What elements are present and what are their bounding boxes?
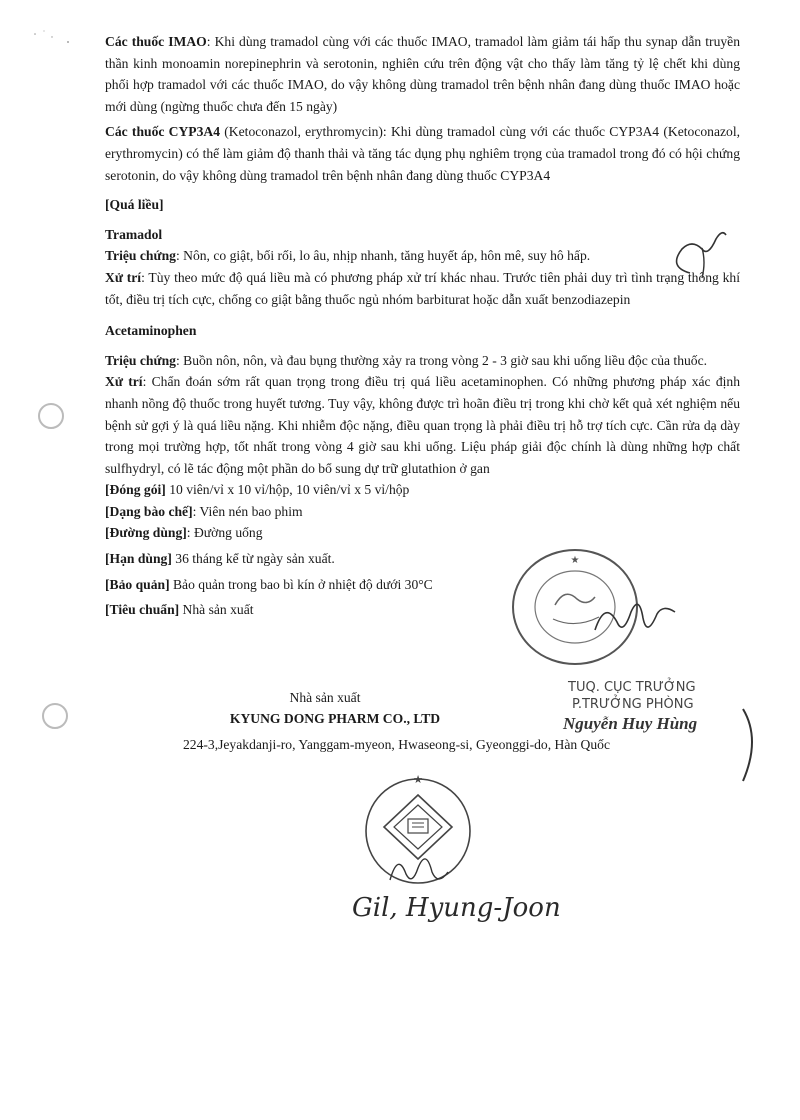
manufacturer-name: KYUNG DONG PHARM CO., LTD xyxy=(229,711,441,726)
overdose-heading: [Quá liều] xyxy=(105,197,164,213)
acetaminophen-treatment-label: Xử trí xyxy=(105,374,143,390)
tramadol-symptoms xyxy=(105,245,740,267)
route-text: : Đường uống xyxy=(186,525,263,541)
initial-signature-icon xyxy=(660,228,740,283)
approval-signature-icon xyxy=(590,590,680,650)
bracket-mark-icon xyxy=(735,705,765,785)
route-line xyxy=(105,522,485,544)
tramadol-treatment-label: Xử trí xyxy=(105,269,142,285)
storage-label: [Bảo quản] xyxy=(105,576,170,592)
approval-signer: Nguyễn Huy Hùng xyxy=(563,714,698,733)
cyp-label: Các thuốc CYP3A4 xyxy=(105,124,221,140)
cyp-text: (Ketoconazol, erythromycin): Khi dùng tramadol cùng với các thuốc CYP3A4 (Ketoconazol, erythromycin) có thể làm giảm độ thanh thải và tăng tác dụng phụ nghiêm trọng của tramadol trong đó có hội chứng serotonin, do vậy không dùng tramadol trên bệnh nhân đang dùng thuốc CYP3A4 xyxy=(105,124,740,183)
company-signature: Gil, Hyung-Joon xyxy=(352,893,561,923)
punch-hole-icon xyxy=(38,403,64,429)
acetaminophen-symptoms xyxy=(105,350,740,372)
imao-label: Các thuốc IMAO xyxy=(105,34,207,49)
svg-text:★: ★ xyxy=(413,773,423,786)
acetaminophen-symptoms-text: : Buồn nôn, nôn, và đau bụng thường xảy ra trong vòng 2 - 3 giờ sau khi uống liều độc của thuốc. xyxy=(175,352,708,368)
approval-title-1: TUQ. CỤC TRƯỞNG xyxy=(568,680,696,695)
packaging-text: 10 viên/vỉ x 10 vỉ/hộp, 10 viên/vỉ x 5 vỉ/hộp xyxy=(165,482,410,498)
scan-specks-icon xyxy=(30,28,80,58)
standard-text: Nhà sản xuất xyxy=(179,602,254,618)
packaging-line xyxy=(105,479,485,501)
tramadol-treatment xyxy=(105,267,740,310)
tramadol-heading: Tramadol xyxy=(105,226,163,242)
acetaminophen-symptoms-label: Triệu chứng xyxy=(105,352,176,368)
dosage-form-text: : Viên nén bao phim xyxy=(192,503,303,519)
shelf-life-line xyxy=(105,548,485,570)
shelf-life-text: 36 tháng kể từ ngày sản xuất. xyxy=(171,551,335,567)
packaging-label: [Đóng gói] xyxy=(105,482,166,498)
standard-line xyxy=(105,599,485,621)
acetaminophen-treatment xyxy=(105,371,740,479)
dosage-form-label: [Dạng bào chế] xyxy=(105,503,193,519)
acetaminophen-heading: Acetaminophen xyxy=(105,323,197,339)
body-text xyxy=(105,31,740,621)
tramadol-symptoms-text: : Nôn, co giật, bối rối, lo âu, nhịp nhanh, tăng huyết áp, hôn mê, suy hô hấp. xyxy=(175,248,591,264)
storage-line xyxy=(105,574,485,596)
svg-text:★: ★ xyxy=(570,555,580,566)
dosage-form-line xyxy=(105,501,485,523)
company-stamp-signature-icon xyxy=(380,845,470,890)
cyp-paragraph xyxy=(105,121,740,186)
standard-label: [Tiêu chuẩn] xyxy=(105,602,180,618)
tramadol-symptoms-label: Triệu chứng xyxy=(105,248,176,264)
imao-paragraph xyxy=(105,31,740,117)
manufacturer-address: 224-3,Jeyakdanji-ro, Yanggam-myeon, Hwaseong-si, Gyeonggi-do, Hàn Quốc xyxy=(183,737,610,752)
imao-text: : Khi dùng tramadol cùng với các thuốc IMAO, tramadol làm giảm tái hấp thu synap dẫn truyền thần kinh monoamin norepinephrin và serotonin, nghiên cứu trên động vật cho thấy làm tăng tỷ lệ chết khi dùng phối hợp tramadol với các thuốc IMAO, do vậy không dùng tramadol trên bệnh nhân đang dùng thuốc IMAO hoặc mới dùng (ngừng thuốc chưa đến 15 ngày) xyxy=(105,34,740,114)
shelf-life-label: [Hạn dùng] xyxy=(105,551,172,567)
acetaminophen-treatment-text: : Chẩn đoán sớm rất quan trọng trong điều trị quá liều acetaminophen. Có những phương pháp xác định nhanh nồng độ thuốc trong huyết tương. Tuy vậy, không được trì hoãn điều trị trong khi chờ kết quả xét nghiệm nếu bệnh sử gợi ý là quá liều nặng. Khi nhiễm độc nặng, điều quan trọng là phải điều trị hỗ trợ tích cực. Cần rửa dạ dày trong mọi trường hợp, tốt nhất trong vòng 4 giờ sau khi uống. Liệu pháp giải độc chính là dùng những hợp chất sulfhydryl, có lẽ tác động một phần do bổ sung dự trữ glutathion ở gan xyxy=(105,374,741,476)
tramadol-treatment-text: : Tùy theo mức độ quá liều mà có phương pháp xử trí khác nhau. Trước tiên phải duy trì tình trạng thông khí tốt, điều trị tích cực, chống co giật bằng thuốc ngủ nhóm barbiturat hoặc dẫn xuất benzodiazepin xyxy=(105,269,740,307)
route-label: [Đường dùng] xyxy=(105,525,187,541)
storage-text: Bảo quản trong bao bì kín ở nhiệt độ dưới 30°C xyxy=(169,576,433,592)
approval-title-2: P.TRƯỞNG PHÒNG xyxy=(572,697,694,712)
manufacturer-label: Nhà sản xuất xyxy=(289,690,361,705)
